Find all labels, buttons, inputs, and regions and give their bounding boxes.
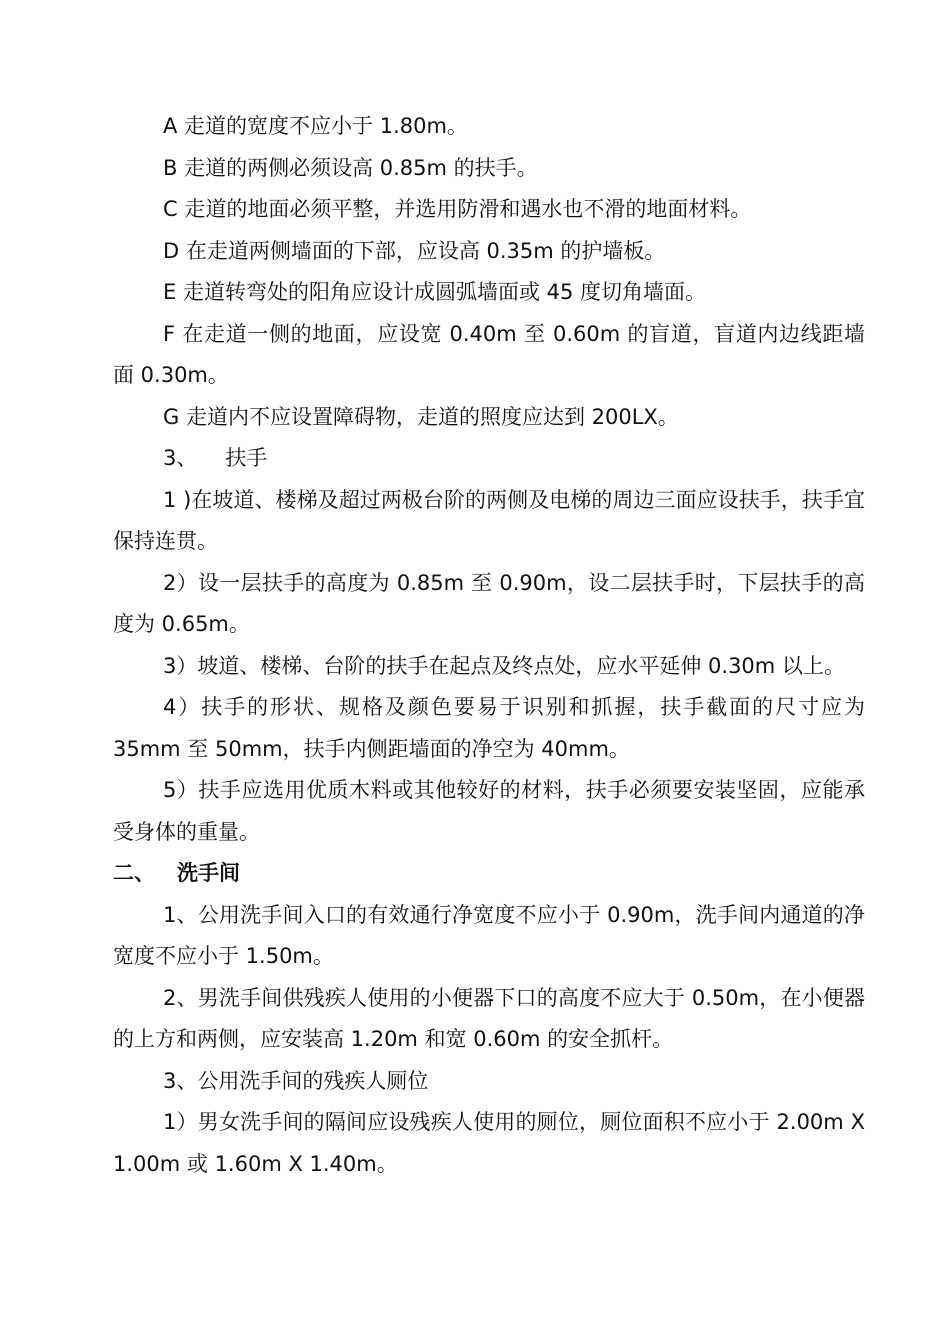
washroom-item-3: 3、公用洗手间的残疾人厕位	[163, 1068, 429, 1093]
corridor-item-c: C 走道的地面必须平整，并选用防滑和遇水也不滑的地面材料。	[163, 197, 752, 221]
handrail-item-4: 4）扶手的形状、规格及颜色要易于识别和抓握，扶手截面的尺寸应为 35mm 至 50mm，扶手内侧距墙面的净空为 40mm。	[113, 695, 865, 761]
chapter-title: 洗手间	[177, 861, 240, 885]
corridor-item-a: A 走道的宽度不应小于 1.80m。	[163, 114, 468, 138]
section-heading-handrail	[113, 438, 865, 480]
handrail-item-1: 1 )在坡道、楼梯及超过两极台阶的两侧及电梯的周边三面应设扶手，扶手宜保持连贯。	[113, 487, 865, 553]
washroom-subitem-1: 1）男女洗手间的隔间应设残疾人使用的厕位，厕位面积不应小于 2.00m X 1.00m 或 1.60m X 1.40m。	[113, 1110, 865, 1176]
handrail-item-5: 5）扶手应选用优质木料或其他较好的材料，扶手必须要安装坚固，应能承受身体的重量。	[113, 778, 865, 844]
document-body	[113, 106, 865, 1185]
corridor-item-b: B 走道的两侧必须设高 0.85m 的扶手。	[163, 155, 538, 180]
corridor-item-d: D 在走道两侧墙面的下部，应设高 0.35m 的护墙板。	[163, 238, 666, 263]
handrail-item-3: 3）坡道、楼梯、台阶的扶手在起点及终点处，应水平延伸 0.30m 以上。	[163, 653, 845, 678]
handrail-item-2: 2）设一层扶手的高度为 0.85m 至 0.90m，设二层扶手时，下层扶手的高度为 0.65m。	[113, 570, 865, 636]
section-title: 扶手	[225, 446, 268, 470]
corridor-item-f: F 在走道一侧的地面，应设宽 0.40m 至 0.60m 的盲道，盲道内边线距墙面 0.30m。	[113, 321, 865, 387]
chapter-number: 二、	[113, 861, 155, 885]
section-number: 3、	[163, 446, 198, 470]
washroom-item-2: 2、男洗手间供残疾人使用的小便器下口的高度不应大于 0.50m，在小便器的上方和两侧，应安装高 1.20m 和宽 0.60m 的安全抓杆。	[113, 985, 865, 1051]
corridor-item-g: G 走道内不应设置障碍物，走道的照度应达到 200LX。	[163, 404, 679, 429]
corridor-item-e: E 走道转弯处的阳角应设计成圆弧墙面或 45 度切角墙面。	[163, 280, 707, 304]
washroom-item-1: 1、公用洗手间入口的有效通行净宽度不应小于 0.90m，洗手间内通道的净宽度不应小于 1.50m。	[113, 902, 865, 968]
chapter-heading-washroom	[113, 853, 865, 895]
